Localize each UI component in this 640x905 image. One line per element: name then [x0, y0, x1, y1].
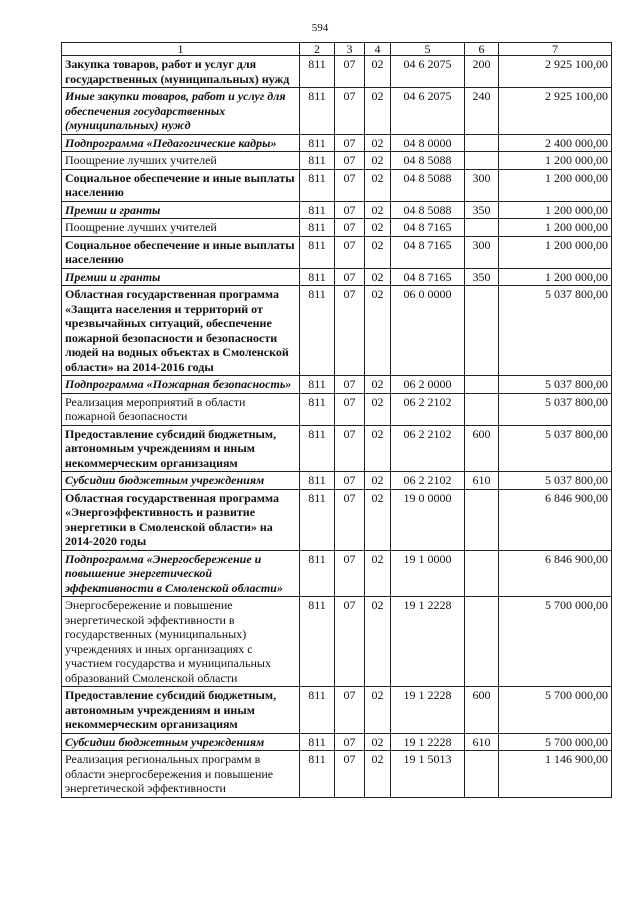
- section-cell: 07: [335, 169, 365, 201]
- table-row: [62, 134, 612, 152]
- target-article-cell: 06 2 2102: [391, 393, 465, 425]
- subsection-cell: 02: [365, 152, 391, 170]
- target-article-cell: 19 0 0000: [391, 489, 465, 550]
- table-row: [62, 219, 612, 237]
- admin-code-cell: 811: [300, 236, 335, 268]
- target-article-cell: 06 0 0000: [391, 286, 465, 376]
- expense-type-cell: [465, 286, 499, 376]
- row-name-cell: Субсидии бюджетным учреждениям: [62, 733, 300, 751]
- amount-cell: 1 200 000,00: [499, 236, 612, 268]
- row-name-cell: Реализация мероприятий в области пожарной безопасности: [62, 393, 300, 425]
- expense-type-cell: [465, 376, 499, 394]
- admin-code-cell: 811: [300, 152, 335, 170]
- row-name-cell: Социальное обеспечение и иные выплаты населению: [62, 236, 300, 268]
- section-cell: 07: [335, 425, 365, 472]
- subsection-cell: 02: [365, 472, 391, 490]
- row-name-cell: Социальное обеспечение и иные выплаты населению: [62, 169, 300, 201]
- expense-type-cell: 350: [465, 201, 499, 219]
- column-header: 2: [300, 43, 335, 56]
- admin-code-cell: 811: [300, 733, 335, 751]
- admin-code-cell: 811: [300, 550, 335, 597]
- admin-code-cell: 811: [300, 219, 335, 237]
- amount-cell: 1 200 000,00: [499, 152, 612, 170]
- column-header: 3: [335, 43, 365, 56]
- row-name-cell: Предоставление субсидий бюджетным, автономным учреждениям и иным некоммерческим организациям: [62, 425, 300, 472]
- page-number: 594: [311, 22, 329, 34]
- subsection-cell: 02: [365, 489, 391, 550]
- amount-cell: 1 200 000,00: [499, 268, 612, 286]
- admin-code-cell: 811: [300, 597, 335, 687]
- target-article-cell: 04 8 7165: [391, 268, 465, 286]
- section-cell: 07: [335, 376, 365, 394]
- row-name-cell: Подпрограмма «Энергосбережение и повышение энергетической эффективности в Смоленской области»: [62, 550, 300, 597]
- subsection-cell: 02: [365, 268, 391, 286]
- subsection-cell: 02: [365, 236, 391, 268]
- target-article-cell: 04 8 5088: [391, 169, 465, 201]
- table-row: [62, 597, 612, 687]
- row-name-cell: Поощрение лучших учителей: [62, 152, 300, 170]
- row-name-cell: Подпрограмма «Пожарная безопасность»: [62, 376, 300, 394]
- subsection-cell: 02: [365, 733, 391, 751]
- row-name-cell: Реализация региональных программ в области энергосбережения и повышение энергетической эффективности: [62, 751, 300, 798]
- subsection-cell: 02: [365, 687, 391, 734]
- admin-code-cell: 811: [300, 393, 335, 425]
- section-cell: 07: [335, 489, 365, 550]
- subsection-cell: 02: [365, 751, 391, 798]
- admin-code-cell: 811: [300, 134, 335, 152]
- target-article-cell: 19 1 0000: [391, 550, 465, 597]
- admin-code-cell: 811: [300, 88, 335, 135]
- amount-cell: 5 037 800,00: [499, 376, 612, 394]
- section-cell: 07: [335, 134, 365, 152]
- table-row: [62, 236, 612, 268]
- section-cell: 07: [335, 219, 365, 237]
- amount-cell: 5 037 800,00: [499, 425, 612, 472]
- target-article-cell: 04 8 0000: [391, 134, 465, 152]
- table-row: [62, 751, 612, 798]
- admin-code-cell: 811: [300, 56, 335, 88]
- expense-type-cell: 200: [465, 56, 499, 88]
- section-cell: 07: [335, 751, 365, 798]
- subsection-cell: 02: [365, 425, 391, 472]
- row-name-cell: Подпрограмма «Педагогические кадры»: [62, 134, 300, 152]
- table-row: [62, 733, 612, 751]
- subsection-cell: 02: [365, 201, 391, 219]
- column-header: 7: [499, 43, 612, 56]
- subsection-cell: 02: [365, 134, 391, 152]
- amount-cell: 5 700 000,00: [499, 687, 612, 734]
- expense-type-cell: [465, 134, 499, 152]
- amount-cell: 5 037 800,00: [499, 393, 612, 425]
- amount-cell: 6 846 900,00: [499, 550, 612, 597]
- target-article-cell: 04 6 2075: [391, 88, 465, 135]
- table-row: [62, 201, 612, 219]
- section-cell: 07: [335, 550, 365, 597]
- expense-type-cell: 300: [465, 236, 499, 268]
- row-name-cell: Областная государственная программа «Энергоэффективность и развитие энергетики в Смоленской области» на 2014-2020 годы: [62, 489, 300, 550]
- header-row: [62, 43, 612, 56]
- expense-type-cell: [465, 489, 499, 550]
- admin-code-cell: 811: [300, 489, 335, 550]
- amount-cell: 2 925 100,00: [499, 56, 612, 88]
- row-name-cell: Предоставление субсидий бюджетным, автономным учреждениям и иным некоммерческим организациям: [62, 687, 300, 734]
- section-cell: 07: [335, 472, 365, 490]
- row-name-cell: Закупка товаров, работ и услуг для государственных (муниципальных) нужд: [62, 56, 300, 88]
- expense-type-cell: 610: [465, 733, 499, 751]
- section-cell: 07: [335, 268, 365, 286]
- column-header: 4: [365, 43, 391, 56]
- subsection-cell: 02: [365, 286, 391, 376]
- target-article-cell: 06 2 2102: [391, 425, 465, 472]
- subsection-cell: 02: [365, 376, 391, 394]
- admin-code-cell: 811: [300, 687, 335, 734]
- table-row: [62, 268, 612, 286]
- table-row: [62, 393, 612, 425]
- subsection-cell: 02: [365, 169, 391, 201]
- amount-cell: 5 037 800,00: [499, 286, 612, 376]
- target-article-cell: 04 8 5088: [391, 152, 465, 170]
- section-cell: 07: [335, 88, 365, 135]
- target-article-cell: 19 1 2228: [391, 687, 465, 734]
- column-header: 6: [465, 43, 499, 56]
- subsection-cell: 02: [365, 597, 391, 687]
- subsection-cell: 02: [365, 56, 391, 88]
- section-cell: 07: [335, 152, 365, 170]
- expense-type-cell: 600: [465, 687, 499, 734]
- table-row: [62, 56, 612, 88]
- target-article-cell: 04 8 7165: [391, 219, 465, 237]
- section-cell: 07: [335, 56, 365, 88]
- table-row: [62, 489, 612, 550]
- expense-type-cell: [465, 550, 499, 597]
- section-cell: 07: [335, 393, 365, 425]
- amount-cell: 5 700 000,00: [499, 733, 612, 751]
- amount-cell: 1 146 900,00: [499, 751, 612, 798]
- section-cell: 07: [335, 286, 365, 376]
- admin-code-cell: 811: [300, 201, 335, 219]
- row-name-cell: Премии и гранты: [62, 201, 300, 219]
- row-name-cell: Субсидии бюджетным учреждениям: [62, 472, 300, 490]
- amount-cell: 6 846 900,00: [499, 489, 612, 550]
- admin-code-cell: 811: [300, 268, 335, 286]
- row-name-cell: Поощрение лучших учителей: [62, 219, 300, 237]
- expense-type-cell: 300: [465, 169, 499, 201]
- amount-cell: 5 700 000,00: [499, 597, 612, 687]
- target-article-cell: 04 6 2075: [391, 56, 465, 88]
- target-article-cell: 04 8 7165: [391, 236, 465, 268]
- table-row: [62, 169, 612, 201]
- row-name-cell: Премии и гранты: [62, 268, 300, 286]
- expense-type-cell: [465, 597, 499, 687]
- subsection-cell: 02: [365, 219, 391, 237]
- target-article-cell: 04 8 5088: [391, 201, 465, 219]
- expense-type-cell: 600: [465, 425, 499, 472]
- table-row: [62, 286, 612, 376]
- admin-code-cell: 811: [300, 286, 335, 376]
- column-header: 1: [62, 43, 300, 56]
- expense-type-cell: 610: [465, 472, 499, 490]
- table-row: [62, 472, 612, 490]
- expense-type-cell: 240: [465, 88, 499, 135]
- admin-code-cell: 811: [300, 751, 335, 798]
- table-row: [62, 425, 612, 472]
- table-row: [62, 376, 612, 394]
- amount-cell: 2 925 100,00: [499, 88, 612, 135]
- admin-code-cell: 811: [300, 169, 335, 201]
- table-row: [62, 88, 612, 135]
- table-row: [62, 152, 612, 170]
- column-header: 5: [391, 43, 465, 56]
- amount-cell: 2 400 000,00: [499, 134, 612, 152]
- section-cell: 07: [335, 201, 365, 219]
- subsection-cell: 02: [365, 88, 391, 135]
- subsection-cell: 02: [365, 393, 391, 425]
- expense-type-cell: [465, 393, 499, 425]
- target-article-cell: 19 1 5013: [391, 751, 465, 798]
- section-cell: 07: [335, 733, 365, 751]
- budget-table: [61, 42, 612, 798]
- target-article-cell: 19 1 2228: [391, 597, 465, 687]
- row-name-cell: Иные закупки товаров, работ и услуг для обеспечения государственных (муниципальных) нужд: [62, 88, 300, 135]
- expense-type-cell: [465, 751, 499, 798]
- section-cell: 07: [335, 687, 365, 734]
- admin-code-cell: 811: [300, 376, 335, 394]
- amount-cell: 5 037 800,00: [499, 472, 612, 490]
- section-cell: 07: [335, 236, 365, 268]
- row-name-cell: Областная государственная программа «Защита населения и территорий от чрезвычайных ситуаций, обеспечение пожарной безопасности и безопасности людей на водных объектах в Смоленской области» на 2014-2016 годы: [62, 286, 300, 376]
- expense-type-cell: 350: [465, 268, 499, 286]
- amount-cell: 1 200 000,00: [499, 219, 612, 237]
- expense-type-cell: [465, 219, 499, 237]
- admin-code-cell: 811: [300, 472, 335, 490]
- amount-cell: 1 200 000,00: [499, 169, 612, 201]
- target-article-cell: 19 1 2228: [391, 733, 465, 751]
- row-name-cell: Энергосбережение и повышение энергетической эффективности в государственных (муниципальных) учреждениях и иных организациях с участием государства и муниципальных образований Смоленской области: [62, 597, 300, 687]
- section-cell: 07: [335, 597, 365, 687]
- table-row: [62, 550, 612, 597]
- table-row: [62, 687, 612, 734]
- target-article-cell: 06 2 2102: [391, 472, 465, 490]
- expense-type-cell: [465, 152, 499, 170]
- amount-cell: 1 200 000,00: [499, 201, 612, 219]
- admin-code-cell: 811: [300, 425, 335, 472]
- target-article-cell: 06 2 0000: [391, 376, 465, 394]
- subsection-cell: 02: [365, 550, 391, 597]
